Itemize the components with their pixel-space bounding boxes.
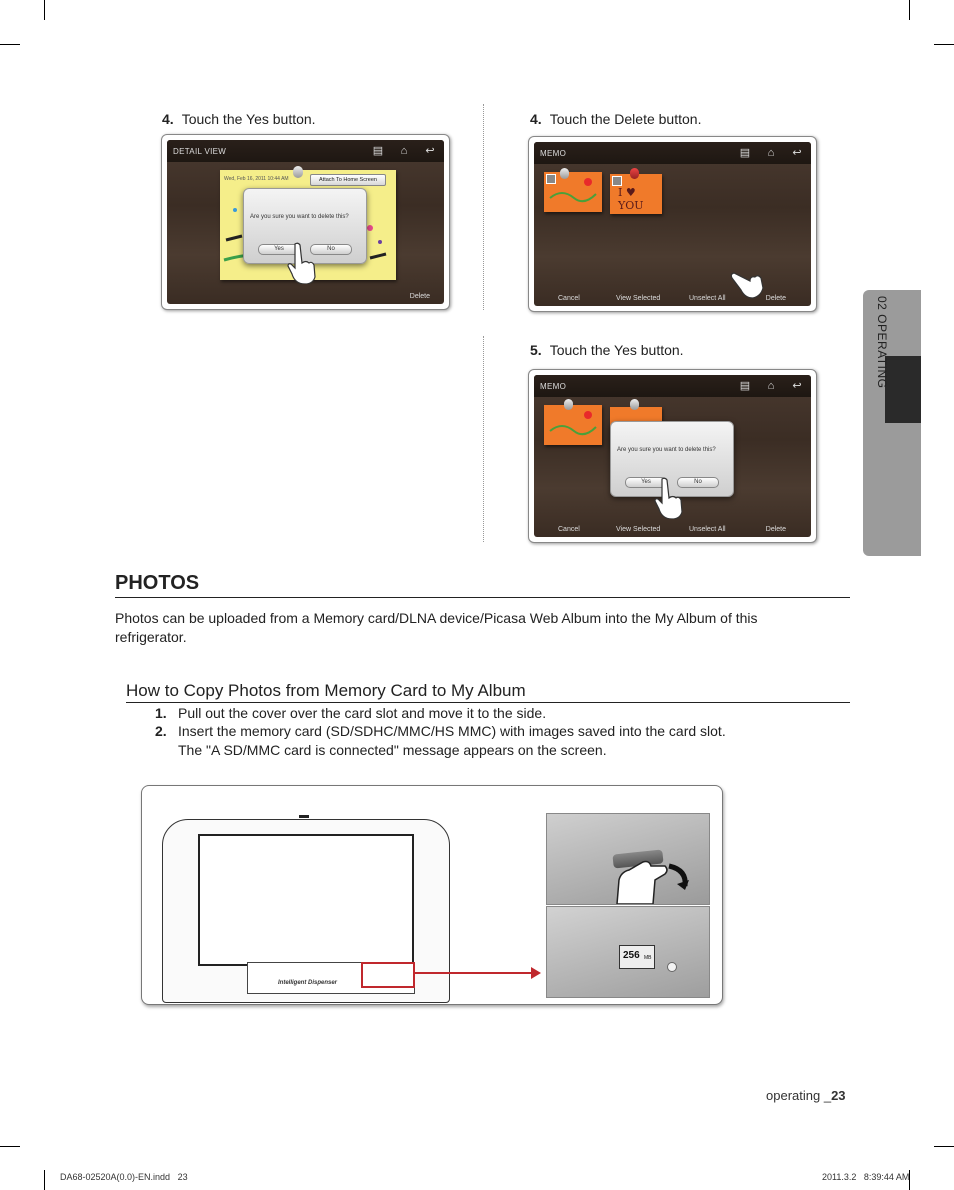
step-number: 1.: [155, 705, 167, 721]
home-icon[interactable]: ⌂: [767, 147, 775, 159]
section-intro: Photos can be uploaded from a Memory card/DLNA device/Picasa Web Album into the My Album of this refrigerator.: [115, 610, 758, 645]
crop-mark: [44, 1170, 45, 1190]
checkbox-icon[interactable]: [546, 174, 556, 184]
checkbox-icon[interactable]: [612, 176, 622, 186]
yes-button[interactable]: Yes: [625, 477, 667, 488]
arrow-head-icon: [531, 967, 541, 979]
step-text: Touch the Yes button.: [549, 342, 684, 358]
trash-icon[interactable]: ▤: [739, 380, 751, 392]
column-divider: [483, 104, 484, 310]
card-slot-highlight: [361, 962, 415, 988]
no-button[interactable]: No: [677, 477, 719, 488]
delete-button[interactable]: Delete: [765, 295, 786, 302]
page-number: 23: [831, 1088, 846, 1103]
device-screen: [198, 834, 414, 966]
hand-icon: [613, 854, 673, 904]
step-text: Touch the Yes button.: [181, 111, 316, 127]
crop-mark: [0, 1146, 20, 1147]
pin-icon: [560, 168, 569, 179]
photo-card-inserted: [546, 906, 710, 998]
note-timestamp: Wed, Feb 16, 2011 10:44 AM: [224, 176, 289, 182]
step-number: 4.: [530, 111, 542, 127]
cancel-button[interactable]: Cancel: [558, 526, 580, 533]
pin-icon: [630, 168, 639, 179]
no-button[interactable]: No: [310, 244, 352, 255]
instruction-step: [155, 704, 845, 723]
dialog-message: Are you sure you want to delete this?: [250, 214, 349, 220]
chapter-tab: [863, 290, 921, 556]
pointing-hand-icon: [287, 242, 317, 284]
cancel-button[interactable]: Cancel: [558, 295, 580, 302]
delete-button[interactable]: Delete: [765, 526, 786, 533]
dispenser-label: Intelligent Dispenser: [278, 980, 338, 986]
note-drawing: [544, 405, 602, 445]
screen-title: MEMO: [540, 382, 567, 391]
file-info: DA68-02520A(0.0)-EN.indd 23: [60, 1172, 188, 1182]
step-instruction: [530, 111, 701, 127]
step-instruction: [162, 111, 316, 127]
back-icon[interactable]: ↩: [792, 147, 802, 159]
arrow-line: [413, 972, 533, 974]
memo-screen: [528, 136, 817, 312]
subsection-heading: How to Copy Photos from Memory Card to My Album: [126, 681, 526, 700]
section-rule: [115, 597, 850, 598]
pin-icon: [630, 399, 639, 410]
detail-view-screen: [161, 134, 450, 310]
screen-title: DETAIL VIEW: [173, 147, 227, 156]
memo-note[interactable]: [544, 405, 602, 445]
photo-open-cover: [546, 813, 710, 905]
back-icon[interactable]: ↩: [792, 380, 802, 392]
card-slot-illustration: [141, 785, 723, 1005]
section-heading: PHOTOS: [115, 572, 200, 594]
home-icon[interactable]: ⌂: [400, 145, 408, 157]
step-instruction: [530, 342, 684, 358]
screen-title-bar: [534, 142, 811, 164]
step-text-continued: The "A SD/MMC card is connected" message appears on the screen.: [178, 742, 607, 758]
step-number: 4.: [162, 111, 174, 127]
trash-icon[interactable]: ▤: [739, 147, 751, 159]
step-text: Touch the Delete button.: [549, 111, 702, 127]
crop-mark: [934, 44, 954, 45]
view-selected-button[interactable]: View Selected: [616, 295, 661, 302]
subsection-rule: [126, 702, 850, 703]
step-number: 2.: [155, 723, 167, 739]
print-date: 2011.3.2 8:39:44 AM: [822, 1172, 910, 1182]
crop-mark: [0, 44, 20, 45]
attach-to-home-button[interactable]: Attach To Home Screen: [310, 174, 386, 186]
memo-delete-confirm-screen: [528, 369, 817, 543]
trash-icon[interactable]: ▤: [372, 145, 384, 157]
dialog-message: Are you sure you want to delete this?: [617, 447, 716, 453]
unselect-all-button[interactable]: Unselect All: [689, 295, 726, 302]
instruction-step: [155, 722, 845, 760]
page-label: operating _: [766, 1088, 832, 1103]
column-divider: [483, 336, 484, 542]
step-number: 5.: [530, 342, 542, 358]
step-text: Pull out the cover over the card slot and move it to the side.: [178, 705, 547, 721]
chapter-tab-label: 02 OPERATING: [875, 296, 889, 389]
crop-mark: [909, 0, 910, 20]
crop-mark: [934, 1146, 954, 1147]
screen-title-bar: [534, 375, 811, 397]
memory-card: [619, 945, 655, 969]
slot-screw-icon: [667, 962, 677, 972]
delete-button[interactable]: Delete: [409, 293, 430, 300]
screen-title-bar: [167, 140, 444, 162]
view-selected-button[interactable]: View Selected: [616, 526, 661, 533]
screen-title: MEMO: [540, 149, 567, 158]
card-capacity: 256: [623, 950, 640, 961]
note-text: I ♥ YOU: [618, 186, 644, 212]
home-icon[interactable]: ⌂: [767, 380, 775, 392]
pin-icon: [293, 166, 303, 178]
pointing-hand-icon: [654, 477, 684, 519]
step-text: Insert the memory card (SD/SDHC/MMC/HS MMC) with images saved into the card slot.: [178, 723, 726, 739]
chapter-tab-active: [885, 356, 921, 423]
pin-icon: [564, 399, 573, 410]
crop-mark: [44, 0, 45, 20]
device-top-notch: [299, 815, 309, 818]
pointing-hand-icon: [730, 270, 764, 300]
yes-button[interactable]: Yes: [258, 244, 300, 255]
page-footer: [766, 1088, 846, 1103]
back-icon[interactable]: ↩: [425, 145, 435, 157]
unselect-all-button[interactable]: Unselect All: [689, 526, 726, 533]
card-unit: MB: [644, 955, 652, 961]
rotate-arrow-icon: [665, 862, 691, 892]
